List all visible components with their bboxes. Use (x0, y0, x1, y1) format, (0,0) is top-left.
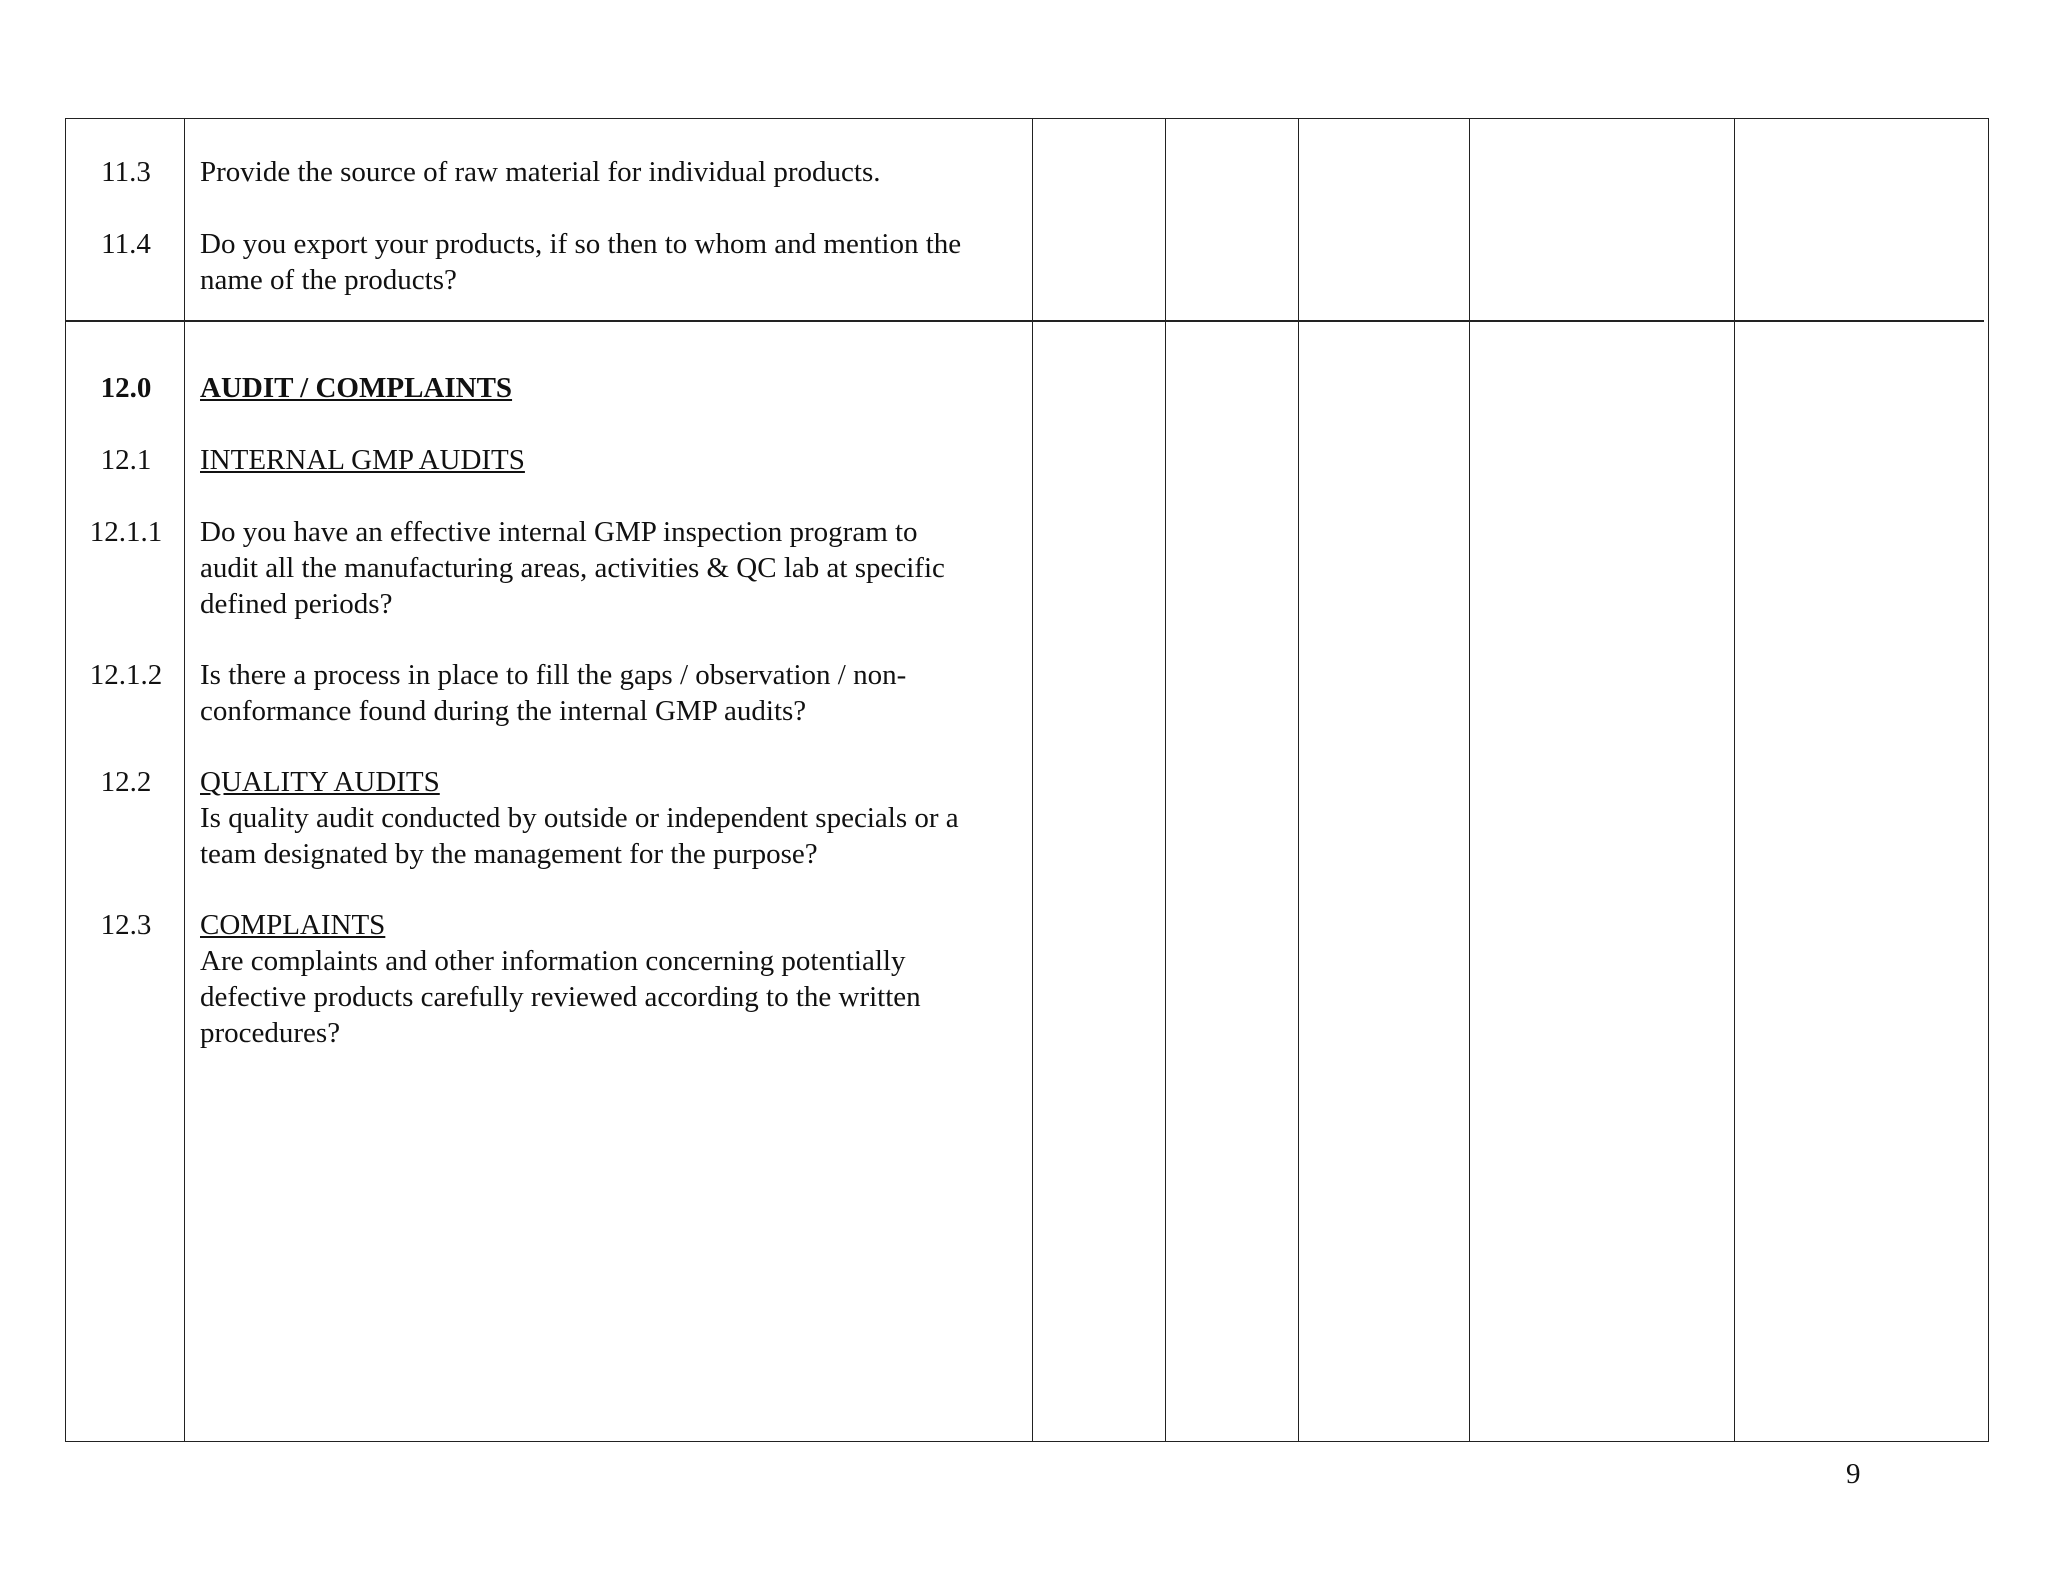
column-divider (1469, 119, 1470, 1441)
question-line: Is quality audit conducted by outside or independent specials or a (200, 802, 959, 834)
page-number: 9 (1846, 1458, 1861, 1490)
question-line: Do you have an effective internal GMP inspection program to (200, 516, 918, 548)
subsection-heading: QUALITY AUDITS (200, 766, 440, 798)
question-line: conformance found during the internal GMP audits? (200, 695, 807, 727)
question-12-1-2 (200, 657, 1020, 729)
item-number-11-4: 11.4 (101, 228, 151, 260)
question-11-4 (200, 226, 1020, 298)
item-number-12-3: 12.3 (100, 909, 152, 941)
question-12-3 (200, 907, 1020, 1051)
question-line: team designated by the management for the purpose? (200, 838, 818, 870)
column-divider (1298, 119, 1299, 1441)
item-number-12-1-2: 12.1.2 (89, 659, 163, 691)
column-divider (1734, 119, 1735, 1441)
question-line: name of the products? (200, 264, 457, 296)
question-line: procedures? (200, 1017, 341, 1049)
row-divider (66, 320, 1984, 322)
question-12-2 (200, 764, 1020, 872)
question-12-1-1 (200, 514, 1020, 622)
question-line: Are complaints and other information concerning potentially (200, 945, 906, 977)
subsection-heading: INTERNAL GMP AUDITS (200, 444, 525, 476)
section-heading: AUDIT / COMPLAINTS (200, 372, 513, 404)
question-line: defined periods? (200, 588, 393, 620)
section-12-0 (200, 370, 1020, 406)
subsection-heading: COMPLAINTS (200, 909, 386, 941)
column-divider (1032, 119, 1033, 1441)
item-number-12-1-1: 12.1.1 (89, 516, 163, 548)
question-line: Do you export your products, if so then to whom and mention the (200, 228, 962, 260)
question-line: Is there a process in place to fill the gaps / observation / non- (200, 659, 907, 691)
question-line: defective products carefully reviewed according to the written (200, 981, 921, 1013)
subsection-12-1 (200, 442, 1020, 478)
column-divider (1165, 119, 1166, 1441)
question-line: Provide the source of raw material for individual products. (200, 156, 881, 188)
item-number-12-2: 12.2 (100, 766, 152, 798)
question-11-3 (200, 154, 1020, 190)
checklist-table (65, 118, 1989, 1442)
question-line: audit all the manufacturing areas, activities & QC lab at specific (200, 552, 945, 584)
item-number-12-0: 12.0 (100, 372, 152, 404)
item-number-12-1: 12.1 (100, 444, 152, 476)
item-number-11-3: 11.3 (101, 156, 151, 188)
